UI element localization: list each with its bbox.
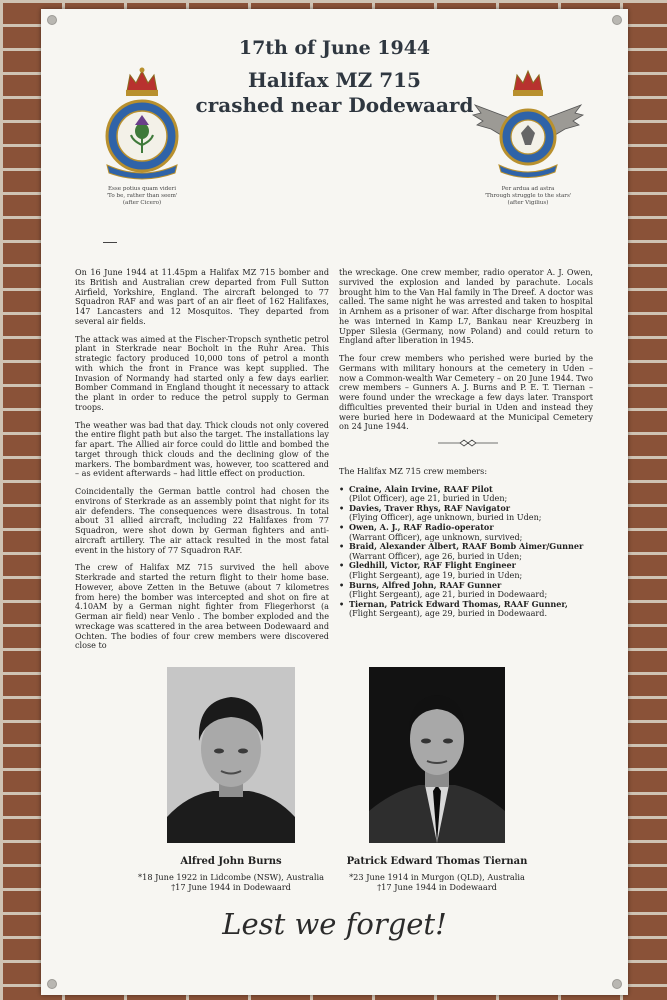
raaf-badge-emblem [471,65,586,183]
crown-icon [126,68,158,97]
portrait-death: †17 June 1944 in Dodewaard [171,882,291,892]
short-rule [103,242,117,243]
motto-translation: 'To be, rather than seem' [106,193,178,199]
crew-name: • Burns, Alfred John, RAAF Gunner [349,579,502,590]
portrait-death: †17 June 1944 in Dodewaard [377,882,497,892]
crew-name: • Gledhill, Victor, RAF Flight Engineer [349,560,516,571]
portrait-burns [167,667,295,843]
corner-bolt [47,979,57,989]
motto-latin: Per ardua ad astra [501,186,555,192]
crew-detail: (Flight Sergeant), age 19, buried in Uden; [349,569,523,580]
motto-source: (after Cicero) [122,200,162,206]
crew-name: • Braid, Alexander Albert, RAAF Bomb Aimer/Gunner [349,541,584,552]
crew-name: • Owen, A. J., RAF Radio-operator [349,521,494,532]
motto-source: (after Vigilius) [507,200,549,206]
crew-member [339,561,593,580]
crew-member [339,504,593,523]
remembrance-slogan: Lest we forget! [222,907,447,941]
crew-list-section [339,467,593,619]
crew-member [339,581,593,600]
story-left-column [75,268,329,659]
portrait-name: Patrick Edward Thomas Tiernan [346,856,528,867]
corner-bolt [47,15,57,25]
portrait-name: Alfred John Burns [180,856,282,867]
corner-bolt [612,979,622,989]
motto-translation: 'Through struggle to the stars' [484,193,572,199]
crew-detail: (Warrant Officer), age unknown, survived; [349,531,523,542]
crew-member [339,523,593,542]
crew-detail: (Flight Sergeant), age 21, buried in Dodewaard; [349,589,548,600]
ornament-divider [438,438,498,448]
portrait-tiernan [369,667,505,843]
story-paragraph: the wreckage. One crew member, radio operator A. J. Owen, survived the explosion and landed by parachute. Locals brought him to the Van Hal family in The Dreef. A doctor was called. The same night he was arrested and taken to hospital in Arnhem as a prisoner of war. After discharge from hospital he was interned in Kamp L7, Bankau near Kreuzberg in Upper Silesia (Germany, now Poland) and could return to England after liberation in 1945. [339,267,593,346]
title-line-1: Halifax MZ 715 [248,68,421,92]
crew-detail: (Warrant Officer), age 26, buried in Uden; [349,550,522,561]
crew-detail: (Flight Sergeant), age 29, buried in Dodewaard. [349,608,548,619]
crew-member [339,542,593,561]
crew-detail: (Flying Officer), age unknown, buried in Uden; [349,512,542,523]
raaf-motto [472,186,584,207]
crew-list [339,485,593,619]
crew-member [339,600,593,619]
crown-icon [513,71,543,96]
crew-name: • Tiernan, Patrick Edward Thomas, RAAF Gunner, [349,598,568,609]
crew-name: • Davies, Traver Rhys, RAF Navigator [349,502,511,513]
portrait-birth: *23 June 1914 in Murgon (QLD), Australia [349,872,525,882]
story-paragraph: The four crew members who perished were buried by the Germans with military honours at the cemetery in Uden – now a Common-wealth War Cemetery – on 20 June 1944. Two crew members – Gunners A. J. Burns and P. E. T. Tiernan – were found under the wreckage a few days later. Transport difficulties prevented their burial in Uden and instead they were buried here in Dodewaard at the Municipal Cemetery on 24 June 1944. [339,353,593,432]
squadron-motto [87,186,197,207]
story-paragraph: The attack was aimed at the Fischer-Tropsch synthetic petrol plant in Sterkrade near Bocholt in the Ruhr Area. This strategic factory produced 10,000 tons of petrol a month with which the front in France was kept supplied. The Invasion of Normandy had started only a few days earlier. Bomber Command in England thought it necessary to attack the plant in order to reduce the petrol supply to German troops. [75,333,329,412]
story-right-column [339,268,593,440]
motto-latin: Esse potius quam videri [107,186,177,192]
crew-name: • Craine, Alain Irvine, RAAF Pilot [349,483,493,494]
memorial-date: 17th of June 1944 [238,37,431,59]
crew-intro: The Halifax MZ 715 crew members: [339,466,488,476]
crew-member [339,485,593,504]
corner-bolt [612,15,622,25]
story-paragraph: The crew of Halifax MZ 715 survived the hell above Sterkrade and started the return flight to their home base. However, above Zetten in the Betuwe (about 7 kilometres from here) the bomber was intercepted and shot on fire at 4.10AM by a German night fighter from Fliegerhorst (a German air field) near Venlo . The bomber exploded and the wreckage was scattered in the area between Dodewaard and Ochten. The bodies of four crew members were discovered close to [75,562,329,651]
story-paragraph: On 16 June 1944 at 11.45pm a Halifax MZ 715 bomber and its British and Australian crew departed from Full Sutton Airfield, Yorkshire, England. The aircraft belonged to 77 Squadron RAF and was part of an air fleet of 162 Halifaxes, 147 Lancasters and 12 Mosquitos. They departed from several air fields. [75,267,329,326]
memorial-board [41,9,628,995]
story-paragraph: Coincidentally the German battle control had chosen the environs of Sterkrade as an assembly point that night for its air defenders. The consequences were disastrous. In total about 31 allied aircraft, including 22 Halifaxes from 77 Squadron, were shot down by German fighters and anti-aircraft artillery. The air attack resulted in the most fatal event in the history of 77 Squadron RAF. [75,486,329,555]
portrait-birth: *18 June 1922 in Lidcombe (NSW), Australia [138,872,324,882]
story-paragraph: The weather was bad that day. Thick clouds not only covered the entire flight path but also the target. The installations lay far apart. The Allied air force could do little and bombed the target through thick clouds and the declining glow of the markers. The bombardment was, however, too scattered and – as evident afterwards – had little effect on production. [75,419,329,479]
squadron-badge-emblem [97,65,187,183]
crew-detail: (Pilot Officer), age 21, buried in Uden; [349,493,508,504]
title-line-2: crashed near Dodewaard [195,93,474,117]
